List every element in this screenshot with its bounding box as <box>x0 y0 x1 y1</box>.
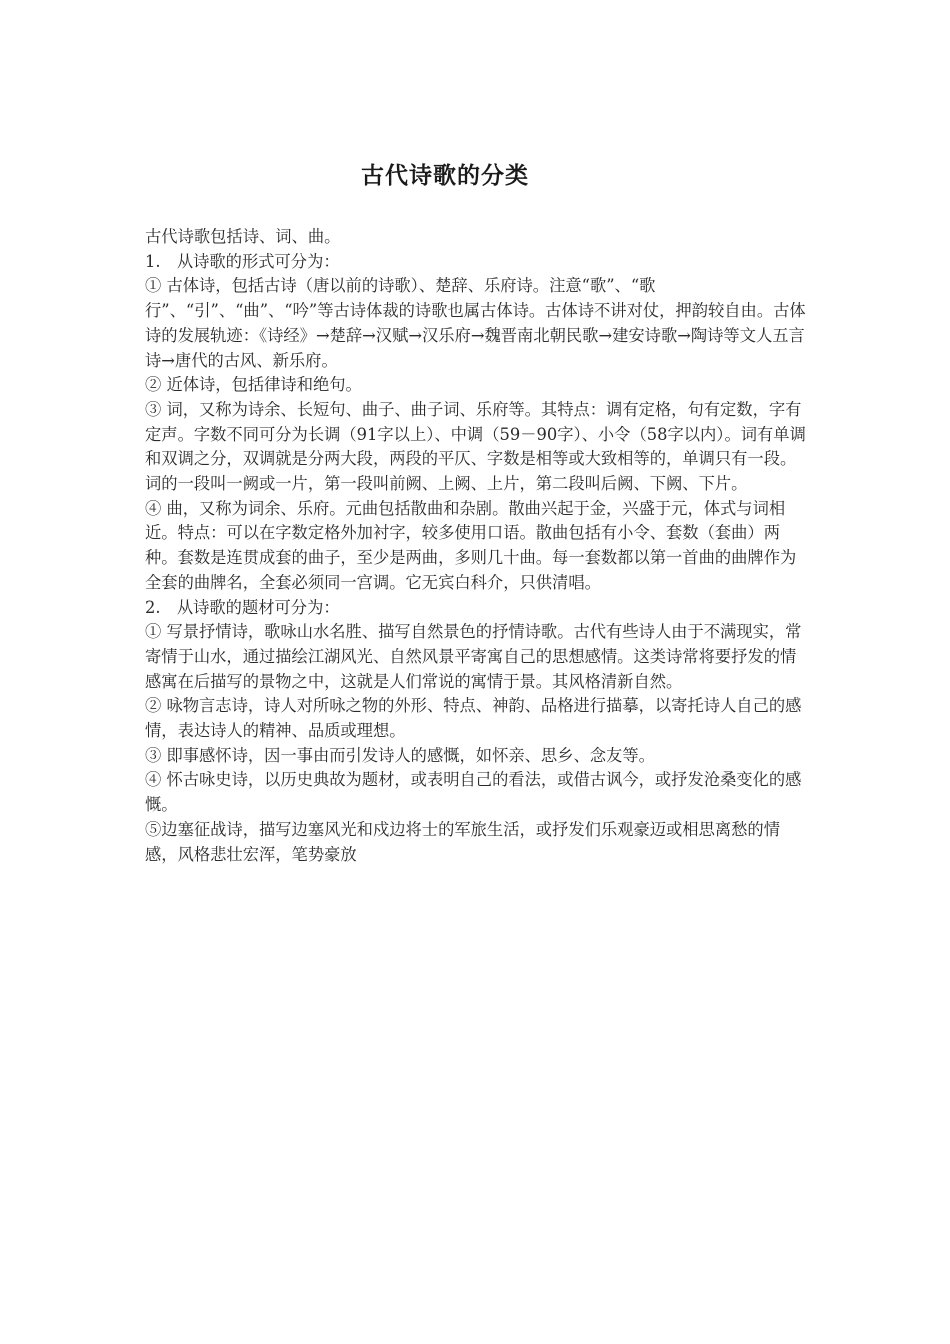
paragraph-section-1-heading: 1. 从诗歌的形式可分为： <box>145 251 340 271</box>
paragraph-intro: 古代诗歌包括诗、词、曲。 <box>145 227 341 246</box>
paragraph-object-poetry: ② 咏物言志诗，诗人对所咏之物的外形、特点、神韵、品格进行描摹，以寄托诗人自己的感情，表达诗人的精神、品质或理想。 <box>145 696 802 741</box>
paragraph-event-poetry: ③ 即事感怀诗，因一事由而引发诗人的感慨，如怀亲、思乡、念友等。 <box>145 745 655 765</box>
document-title: 古代诗歌的分类 <box>361 163 529 189</box>
paragraph-qu: ④ 曲，又称为词余、乐府。元曲包括散曲和杂剧。散曲兴起于金，兴盛于元，体式与词相近。特点：可以在字数定格外加衬字，较多使用口语。散曲包括有小令、套数（套曲）两种。套数是连贯成套的曲子，至少是两曲，多则几十曲。每一套数都以第一首曲的曲牌作为全套的曲牌名，全套必须同一宫调。它无宾白科介，只供清唱。 <box>145 498 797 592</box>
paragraph-ci: ③ 词，又称为诗余、长短句、曲子、曲子词、乐府等。其特点：调有定格，句有定数，字有定声。字数不同可分为长调（91字以上）、中调（59－90字）、小令（58字以内）。词有单调和双调之分，双调就是分两大段，两段的平仄、字数是相等或大致相等的，单调只有一段。词的一段叫一阙或一片，第一段叫前阙、上阙、上片，第二段叫后阙、下阙、下片。 <box>145 399 806 494</box>
document-body <box>145 225 810 867</box>
paragraph-frontier-poetry: ⑤边塞征战诗，描写边塞风光和戍边将士的军旅生活，或抒发们乐观豪迈或相思离愁的情感，风格悲壮宏浑，笔势豪放 <box>145 819 780 864</box>
paragraph-ancient-style-poetry: ① 古体诗，包括古诗（唐以前的诗歌）、楚辞、乐府诗。注意“歌”、“歌行”、“引”、“曲”、“吟”等古诗体裁的诗歌也属古体诗。古体诗不讲对仗，押韵较自由。古体诗的发展轨迹：《诗经》→楚辞→汉赋→汉乐府→魏晋南北朝民歌→建安诗歌→陶诗等文人五言诗→唐代的古风、新乐府。 <box>145 276 806 370</box>
paragraph-landscape-poetry: ① 写景抒情诗，歌咏山水名胜、描写自然景色的抒情诗歌。古代有些诗人由于不满现实，常寄情于山水，通过描绘江湖风光、自然风景平寄寓自己的思想感情。这类诗常将要抒发的情感寓在后描写的景物之中，这就是人们常说的寓情于景。其风格清新自然。 <box>145 622 802 691</box>
paragraph-modern-style-poetry: ② 近体诗，包括律诗和绝句。 <box>145 375 362 395</box>
paragraph-history-poetry: ④ 怀古咏史诗，以历史典故为题材，或表明自己的看法，或借古讽今，或抒发沧桑变化的感慨。 <box>145 770 802 815</box>
paragraph-section-2-heading: 2. 从诗歌的题材可分为： <box>145 597 340 617</box>
